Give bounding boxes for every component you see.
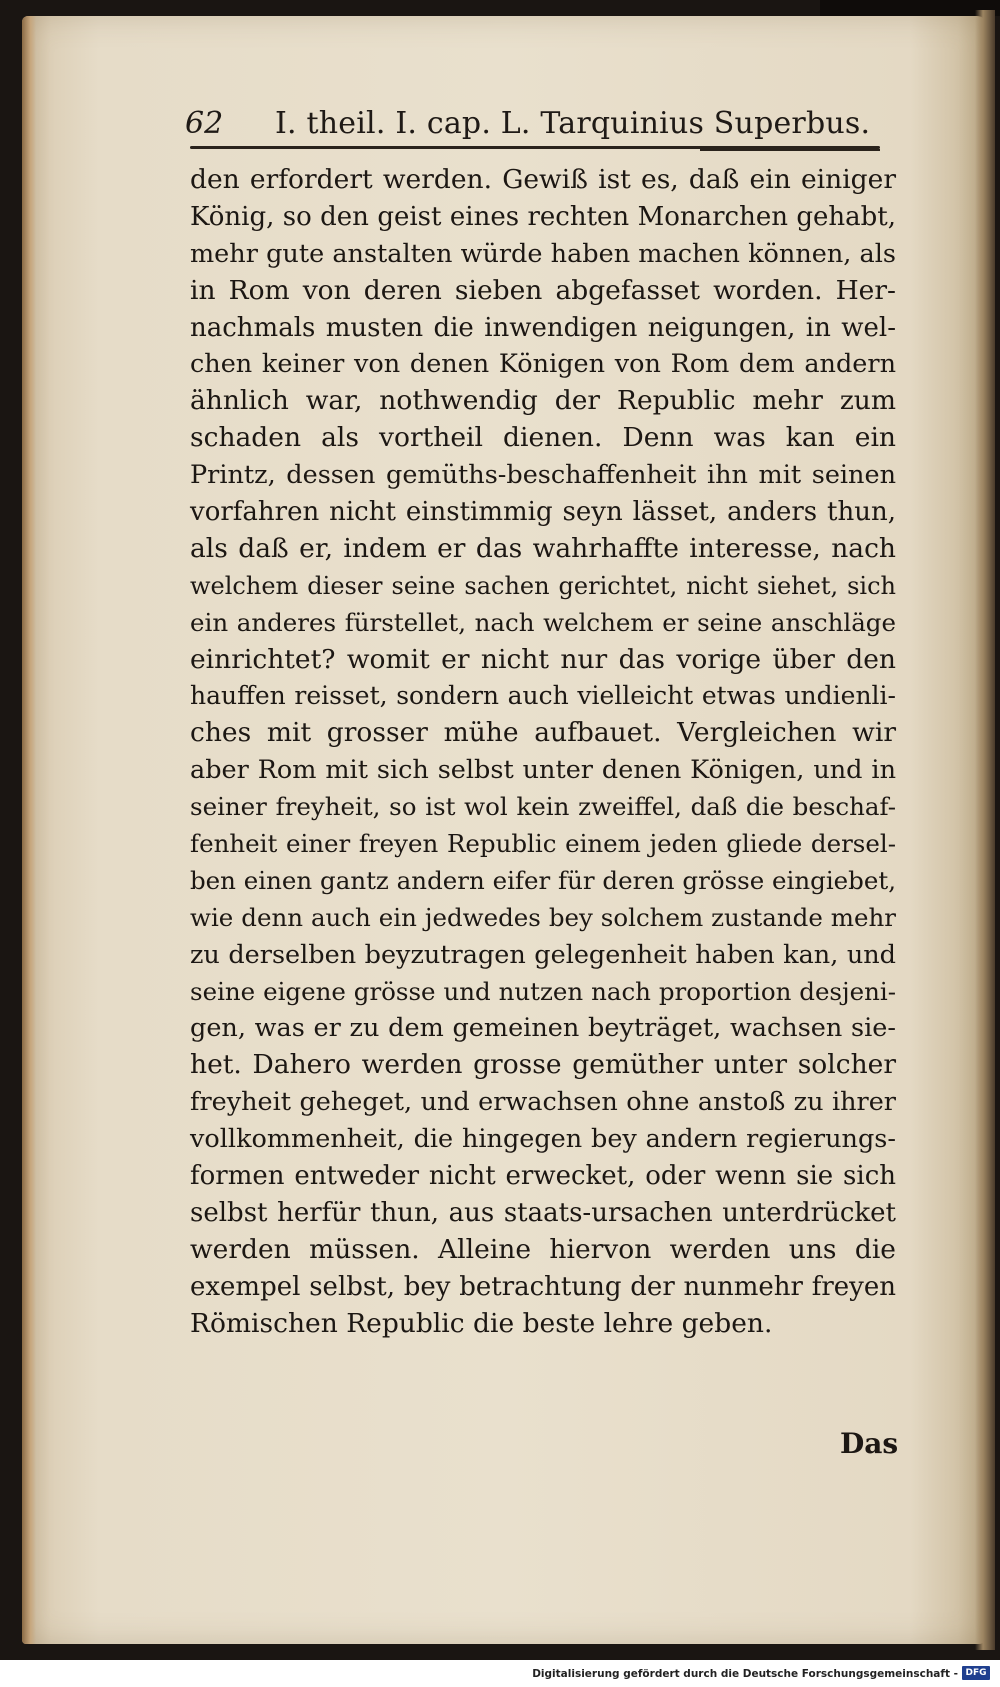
text-line: formen entweder nicht erwecket, oder wenn sie sich — [190, 1161, 896, 1192]
footer-bar — [0, 1660, 1000, 1687]
text-line: seine eigene grösse und nutzen nach proportion desjeni- — [190, 976, 896, 1006]
funding-credit: Digitalisierung gefördert durch die Deutsche Forschungsgemeinschaft - — [532, 1668, 958, 1680]
text-line: vorfahren nicht einstimmig seyn lässet, anders thun, — [190, 497, 896, 528]
text-line: welchem dieser seine sachen gerichtet, nicht siehet, sich — [190, 571, 896, 600]
text-line: aber Rom mit sich selbst unter denen Königen, und in — [190, 755, 896, 786]
header-rule-secondary — [700, 149, 880, 151]
text-line: nachmals musten die inwendigen neigungen, in wel- — [190, 312, 896, 343]
text-line: wie denn auch ein jedwedes bey solchem zustande mehr — [190, 902, 896, 932]
text-line: König, so den geist eines rechten Monarchen gehabt, — [190, 201, 896, 232]
text-line: selbst herfür thun, aus staats-ursachen unterdrücket — [190, 1197, 896, 1228]
page-left-edge — [22, 16, 36, 1644]
text-line: freyheit geheget, und erwachsen ohne anstoß zu ihrer — [190, 1087, 896, 1118]
text-line: het. Dahero werden grosse gemüther unter solcher — [190, 1049, 896, 1081]
text-line: einrichtet? womit er nicht nur das vorige über den — [190, 643, 896, 675]
text-line: als daß er, indem er das wahrhaffte interesse, nach — [190, 532, 896, 564]
running-title: I. theil. I. cap. L. Tarquinius Superbus. — [275, 106, 871, 141]
text-line: Printz, dessen gemüths-beschaffenheit ihn mit seinen — [190, 460, 896, 491]
text-line: vollkommenheit, die hingegen bey andern regierungs- — [190, 1124, 896, 1155]
text-line: gen, was er zu dem gemeinen beyträget, wachsen sie- — [190, 1013, 896, 1044]
page-right-edge — [975, 10, 995, 1650]
text-line: ches mit grosser mühe aufbauet. Vergleichen wir — [190, 717, 896, 749]
body-text — [190, 162, 906, 1343]
text-line: schaden als vortheil dienen. Denn was kan ein — [190, 422, 896, 454]
text-line: ben einen gantz andern eifer für deren grösse eingiebet, — [190, 865, 896, 895]
text-line: chen keiner von denen Königen von Rom dem andern — [190, 349, 896, 380]
text-line: exempel selbst, bey betrachtung der nunmehr freyen — [190, 1271, 896, 1302]
top-dark-strip — [820, 0, 1000, 16]
text-line: Römischen Republic die beste lehre geben. — [190, 1307, 773, 1339]
text-line: in Rom von deren sieben abgefasset worden. Her- — [190, 274, 896, 306]
text-line: den erfordert werden. Gewiß ist es, daß ein einiger — [190, 164, 896, 195]
text-line: fenheit einer freyen Republic einem jeden gliede dersel- — [190, 829, 896, 859]
text-line: zu derselben beyzutragen gelegenheit haben kan, und — [190, 939, 896, 970]
dfg-logo-icon: DFG — [962, 1666, 990, 1680]
catchword: Das — [840, 1427, 899, 1460]
text-line: mehr gute anstalten würde haben machen können, als — [190, 238, 896, 269]
text-line: ähnlich war, nothwendig der Republic mehr zum — [190, 385, 896, 417]
text-line: ein anderes fürstellet, nach welchem er seine anschläge — [190, 607, 896, 637]
page-header — [185, 106, 885, 150]
text-line: seiner freyheit, so ist wol kein zweiffel, daß die beschaf- — [190, 792, 896, 822]
text-line: hauffen reisset, sondern auch vielleicht etwas undienli- — [190, 681, 896, 711]
page-number: 62 — [185, 106, 224, 141]
text-line: werden müssen. Alleine hiervon werden uns die — [190, 1233, 896, 1265]
